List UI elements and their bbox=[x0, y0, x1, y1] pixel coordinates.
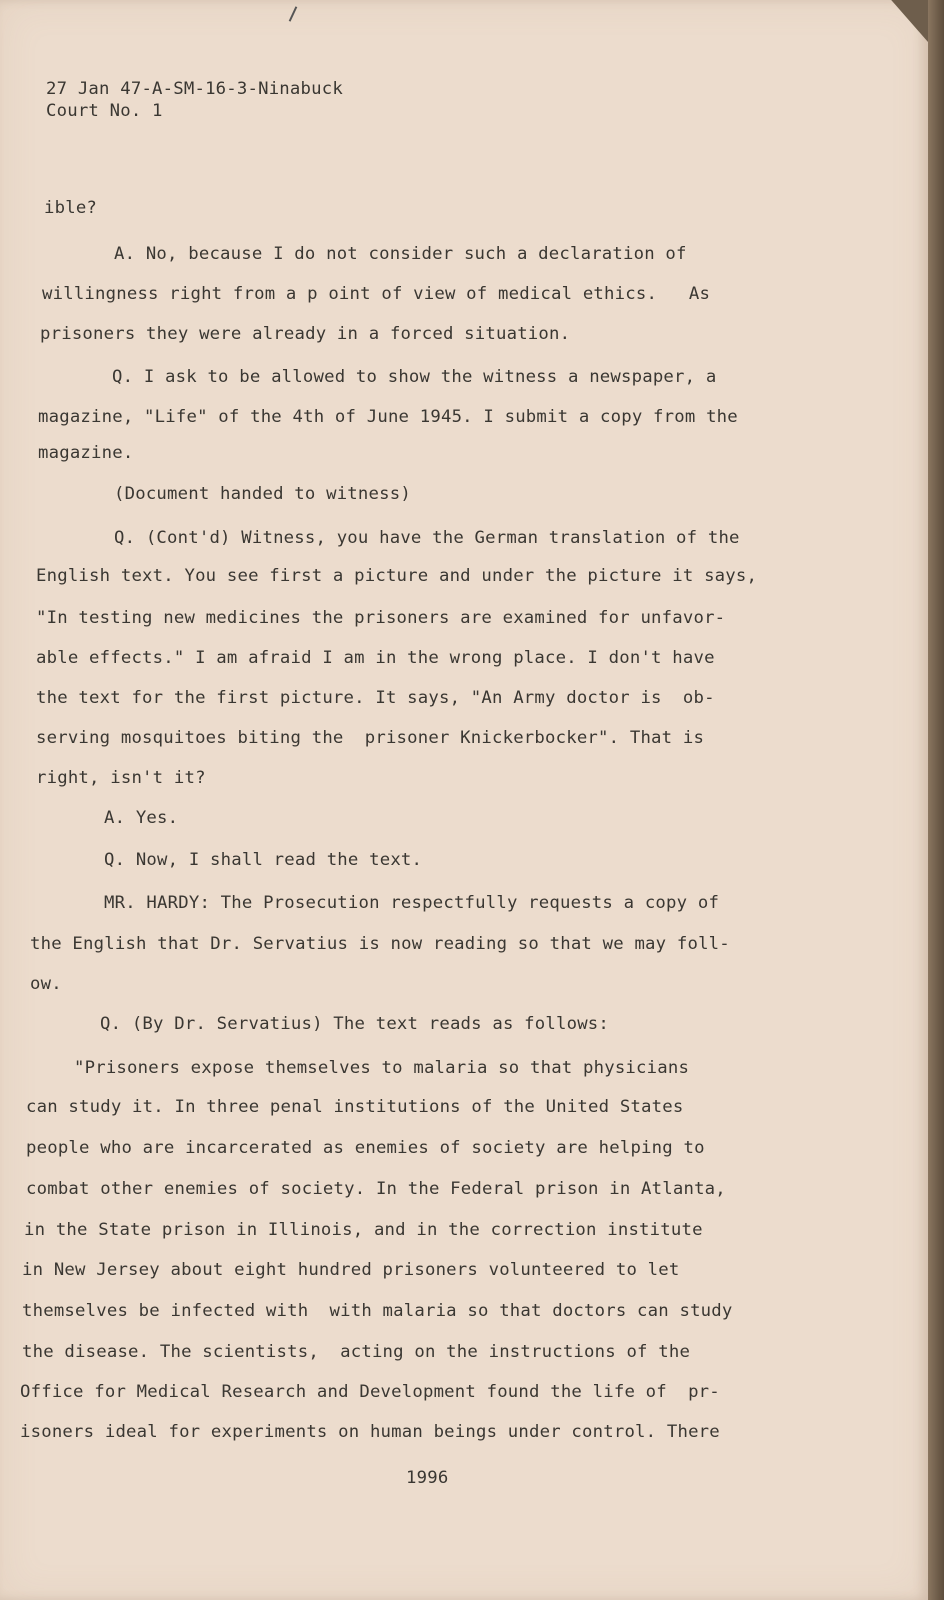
body-line: MR. HARDY: The Prosecution respectfully requests a copy of bbox=[104, 893, 720, 913]
body-line: A. Yes. bbox=[104, 808, 179, 828]
body-line: Office for Medical Research and Development found the life of pr- bbox=[20, 1382, 720, 1402]
body-line: serving mosquitoes biting the prisoner Knickerbocker". That is bbox=[36, 728, 705, 748]
body-line: people who are incarcerated as enemies of society are helping to bbox=[26, 1138, 705, 1158]
body-line: Q. I ask to be allowed to show the witness a newspaper, a bbox=[112, 367, 717, 387]
body-line: ow. bbox=[30, 974, 62, 994]
body-line: "In testing new medicines the prisoners are examined for unfavor- bbox=[36, 608, 726, 628]
body-line: themselves be infected with with malaria so that doctors can study bbox=[22, 1301, 733, 1321]
body-line: the English that Dr. Servatius is now reading so that we may foll- bbox=[30, 934, 730, 954]
body-line: Q. Now, I shall read the text. bbox=[104, 850, 423, 870]
body-line: "Prisoners expose themselves to malaria so that physicians bbox=[74, 1058, 690, 1078]
body-line: prisoners they were already in a forced situation. bbox=[40, 324, 571, 344]
background-edge bbox=[928, 0, 944, 1600]
page-number: 1996 bbox=[406, 1468, 449, 1488]
body-line: right, isn't it? bbox=[36, 768, 206, 788]
body-line: willingness right from a p oint of view of medical ethics. As bbox=[42, 284, 711, 304]
body-line: English text. You see first a picture and under the picture it says, bbox=[36, 566, 758, 586]
body-line: A. No, because I do not consider such a declaration of bbox=[114, 244, 687, 264]
body-line: magazine, "Life" of the 4th of June 1945. I submit a copy from the bbox=[38, 407, 738, 427]
body-line: combat other enemies of society. In the Federal prison in Atlanta, bbox=[26, 1179, 726, 1199]
body-line: the text for the first picture. It says, "An Army doctor is ob- bbox=[36, 688, 715, 708]
body-line: able effects." I am afraid I am in the wrong place. I don't have bbox=[36, 648, 715, 668]
body-line: magazine. bbox=[38, 443, 134, 463]
body-line: Q. (Cont'd) Witness, you have the German translation of the bbox=[114, 528, 740, 548]
header-line-2: Court No. 1 bbox=[46, 101, 163, 121]
body-line: ible? bbox=[44, 198, 98, 218]
body-line: Q. (By Dr. Servatius) The text reads as follows: bbox=[100, 1014, 610, 1034]
body-line: the disease. The scientists, acting on the instructions of the bbox=[22, 1342, 691, 1362]
header-line-1: 27 Jan 47-A-SM-16-3-Ninabuck bbox=[46, 79, 343, 99]
body-line: can study it. In three penal institutions of the United States bbox=[26, 1097, 684, 1117]
body-line: in the State prison in Illinois, and in the correction institute bbox=[24, 1220, 703, 1240]
body-line: in New Jersey about eight hundred prisoners volunteered to let bbox=[22, 1260, 680, 1280]
body-line: isoners ideal for experiments on human beings under control. There bbox=[20, 1422, 720, 1442]
body-line: (Document handed to witness) bbox=[114, 484, 411, 504]
